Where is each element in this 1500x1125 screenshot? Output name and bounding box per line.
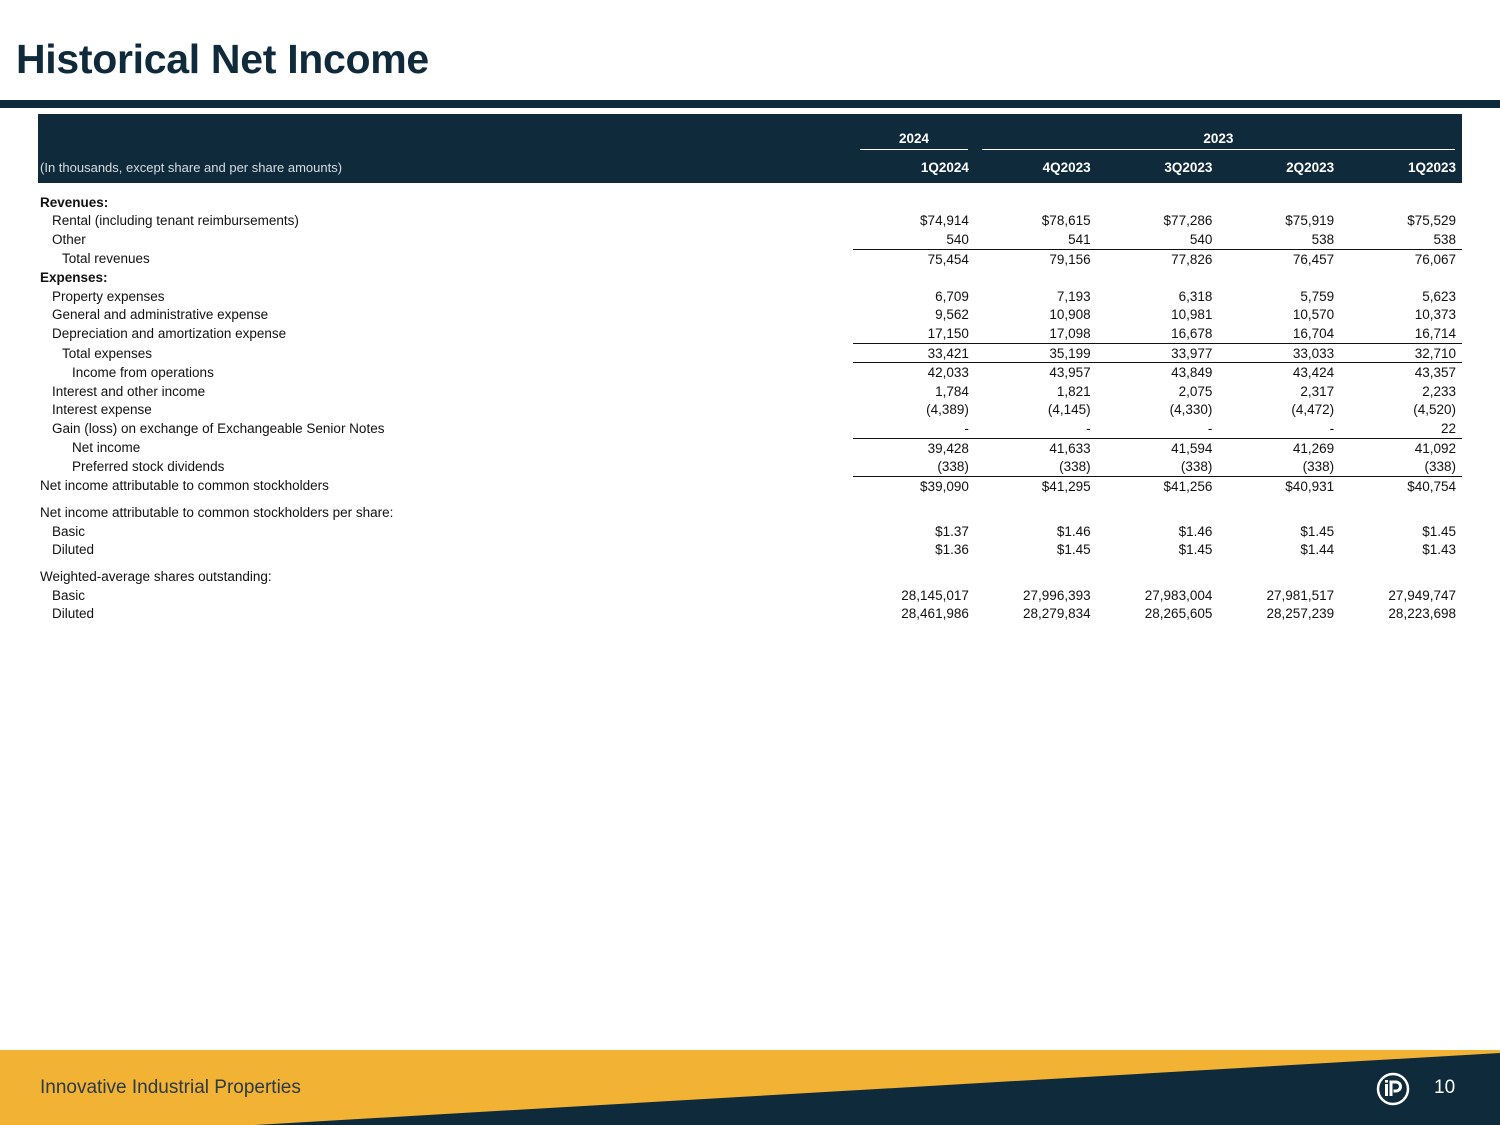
row-value: 28,223,698 (1388, 606, 1456, 622)
column-header: 1Q2023 (1407, 159, 1456, 175)
row-value: $1.36 (935, 542, 969, 558)
row-value: 41,269 (1218, 438, 1340, 457)
row-value: 10,570 (1292, 307, 1335, 323)
row-value: 35,199 (975, 343, 1097, 363)
row-value: 2,233 (1422, 383, 1456, 399)
row-value: 1,784 (935, 383, 969, 399)
row-value: 28,265,605 (1144, 606, 1213, 622)
row-value: 6,318 (1178, 288, 1213, 304)
table-row (38, 559, 1462, 586)
row-value (975, 268, 1097, 287)
row-value (1097, 268, 1219, 287)
row-value: 41,594 (1097, 438, 1219, 457)
column-header: 4Q2023 (1042, 159, 1091, 175)
row-label: Interest and other income (52, 383, 206, 399)
row-value (853, 183, 975, 212)
row-value: 28,279,834 (1023, 606, 1091, 622)
title-divider (0, 100, 1500, 108)
row-value: $1.44 (1300, 542, 1335, 558)
table-row (38, 476, 1462, 495)
row-value: 6,709 (935, 288, 969, 304)
table-row (38, 522, 1462, 541)
row-label: Property expenses (52, 288, 165, 304)
row-value: 17,098 (1049, 325, 1091, 341)
row-value: (338) (937, 459, 969, 475)
column-header: 3Q2023 (1164, 159, 1213, 175)
row-value: 538 (1311, 231, 1335, 247)
income-table (38, 114, 1462, 623)
row-value: $1.45 (1056, 542, 1091, 558)
row-value: 540 (1189, 231, 1213, 247)
row-value: $1.43 (1422, 542, 1456, 558)
row-value: (338) (1059, 459, 1091, 475)
row-label: Net income attributable to common stockholders per share: (40, 505, 394, 521)
row-value: 5,623 (1422, 288, 1456, 304)
row-value: $40,931 (1218, 476, 1340, 495)
year-group-2024: 2024 (853, 114, 975, 151)
row-value: (4,472) (1291, 402, 1335, 418)
table-row (38, 363, 1462, 382)
row-value: (4,330) (1169, 402, 1213, 418)
table-row (38, 401, 1462, 420)
row-value (1218, 268, 1340, 287)
table-row (38, 457, 1462, 476)
row-value: $1.45 (1300, 523, 1335, 539)
table-row (38, 496, 1462, 523)
row-label: Basic (52, 523, 86, 539)
row-value: 43,849 (1097, 363, 1219, 382)
row-value (975, 183, 1097, 212)
row-value: 76,067 (1340, 249, 1462, 268)
row-value: $39,090 (853, 476, 975, 495)
row-value: 22 (1440, 420, 1456, 436)
row-value: - (1207, 420, 1213, 436)
row-label: Expenses: (40, 270, 108, 286)
units-note: (In thousands, except share and per share amounts) (40, 159, 343, 175)
table-row (38, 343, 1462, 363)
row-value: $1.46 (1056, 523, 1091, 539)
row-value: 17,150 (927, 325, 969, 341)
row-value: 28,461,986 (901, 606, 969, 622)
row-value: 7,193 (1056, 288, 1091, 304)
row-value: $41,295 (975, 476, 1097, 495)
row-value: 541 (1068, 231, 1091, 247)
table-body (38, 183, 1462, 623)
row-value: $78,615 (1041, 213, 1091, 229)
row-value: 32,710 (1340, 343, 1462, 363)
row-label: Net income attributable to common stockholders (40, 478, 329, 494)
row-value: $75,529 (1407, 213, 1456, 229)
row-value: (4,520) (1413, 402, 1456, 418)
row-value: 28,145,017 (901, 587, 969, 603)
row-value: - (1329, 420, 1335, 436)
row-value: 42,033 (853, 363, 975, 382)
row-value: 39,428 (853, 438, 975, 457)
row-value: (338) (1180, 459, 1213, 475)
row-value: 1,821 (1056, 383, 1091, 399)
row-value: $1.45 (1178, 542, 1213, 558)
row-label: Basic (52, 587, 86, 603)
table-row (38, 268, 1462, 287)
row-label: Diluted (52, 542, 95, 558)
row-label: Preferred stock dividends (72, 459, 225, 475)
column-header: 2Q2023 (1286, 159, 1335, 175)
page-title: Historical Net Income (16, 36, 429, 82)
row-value: (4,145) (1047, 402, 1091, 418)
row-value: 33,033 (1218, 343, 1340, 363)
table-header (38, 114, 1462, 183)
row-value (1097, 496, 1219, 523)
table-row (38, 438, 1462, 457)
row-value: 2,317 (1300, 383, 1335, 399)
row-value (853, 268, 975, 287)
row-value: 16,704 (1292, 325, 1335, 341)
row-value: 27,996,393 (1023, 587, 1091, 603)
page-number: 10 (1434, 1077, 1456, 1098)
row-value: 16,678 (1171, 325, 1213, 341)
row-value: (338) (1302, 459, 1335, 475)
row-value: 41,633 (975, 438, 1097, 457)
row-value: 10,373 (1414, 307, 1456, 323)
table-row (38, 249, 1462, 268)
row-value: 43,357 (1340, 363, 1462, 382)
row-label: Weighted-average shares outstanding: (40, 569, 272, 585)
row-value: (4,389) (926, 402, 969, 418)
row-value: 10,981 (1171, 307, 1213, 323)
row-value: 538 (1433, 231, 1456, 247)
row-value: 76,457 (1218, 249, 1340, 268)
row-label: Rental (including tenant reimbursements) (52, 213, 299, 229)
row-value: 28,257,239 (1266, 606, 1335, 622)
year-group-2023: 2023 (975, 114, 1462, 151)
row-value (1097, 559, 1219, 586)
row-value: $77,286 (1163, 213, 1213, 229)
row-value: 540 (946, 231, 969, 247)
row-value: - (964, 420, 969, 436)
row-label: Gain (loss) on exchange of Exchangeable Senior Notes (52, 421, 385, 437)
row-value (853, 559, 975, 586)
row-value: 5,759 (1300, 288, 1335, 304)
row-label: General and administrative expense (52, 307, 269, 323)
row-value: (338) (1424, 459, 1456, 475)
table-row (38, 230, 1462, 249)
row-value (1218, 496, 1340, 523)
row-value: 43,957 (975, 363, 1097, 382)
row-value: $75,919 (1285, 213, 1335, 229)
table-row (38, 586, 1462, 605)
row-value: $74,914 (920, 213, 969, 229)
row-value: 9,562 (935, 307, 969, 323)
row-value (975, 496, 1097, 523)
row-label: Net income (72, 440, 141, 456)
row-value: 41,092 (1340, 438, 1462, 457)
row-value: $40,754 (1340, 476, 1462, 495)
column-header: 1Q2024 (920, 159, 969, 175)
row-value (1340, 268, 1462, 287)
row-value (1218, 559, 1340, 586)
table-row (38, 183, 1462, 212)
row-value (1218, 183, 1340, 212)
row-label: Revenues: (40, 194, 109, 210)
row-value: $1.46 (1178, 523, 1213, 539)
table-row (38, 306, 1462, 325)
row-value: 2,075 (1178, 383, 1213, 399)
company-name: Innovative Industrial Properties (40, 1077, 301, 1098)
table-row (38, 287, 1462, 306)
row-value (853, 496, 975, 523)
row-value: $41,256 (1097, 476, 1219, 495)
iip-logo-icon (1376, 1072, 1410, 1106)
row-value: 27,983,004 (1144, 587, 1213, 603)
row-value: 79,156 (975, 249, 1097, 268)
row-value: $1.37 (935, 523, 969, 539)
row-value (1340, 559, 1462, 586)
row-label: Depreciation and amortization expense (52, 326, 287, 342)
row-value: 33,977 (1097, 343, 1219, 363)
row-value (1340, 496, 1462, 523)
row-value (975, 559, 1097, 586)
income-table-container (38, 114, 1462, 623)
row-label: Other (52, 232, 86, 248)
table-row (38, 541, 1462, 560)
row-value: 10,908 (1049, 307, 1091, 323)
table-row (38, 382, 1462, 401)
row-value: 33,421 (853, 343, 975, 363)
row-label: Income from operations (72, 364, 214, 380)
row-value: 16,714 (1414, 325, 1456, 341)
table-row (38, 324, 1462, 343)
row-label: Total revenues (62, 251, 150, 267)
row-value: 27,981,517 (1266, 587, 1335, 603)
row-value (1097, 183, 1219, 212)
row-label: Diluted (52, 606, 95, 622)
row-value: 75,454 (853, 249, 975, 268)
table-row (38, 419, 1462, 438)
table-row (38, 604, 1462, 623)
table-row (38, 212, 1462, 231)
row-value: 43,424 (1218, 363, 1340, 382)
row-value (1340, 183, 1462, 212)
row-value: $1.45 (1422, 523, 1456, 539)
row-value: 27,949,747 (1388, 587, 1456, 603)
row-value: - (1086, 420, 1091, 436)
row-label: Interest expense (52, 402, 152, 418)
row-label: Total expenses (62, 345, 153, 361)
row-value: 77,826 (1097, 249, 1219, 268)
